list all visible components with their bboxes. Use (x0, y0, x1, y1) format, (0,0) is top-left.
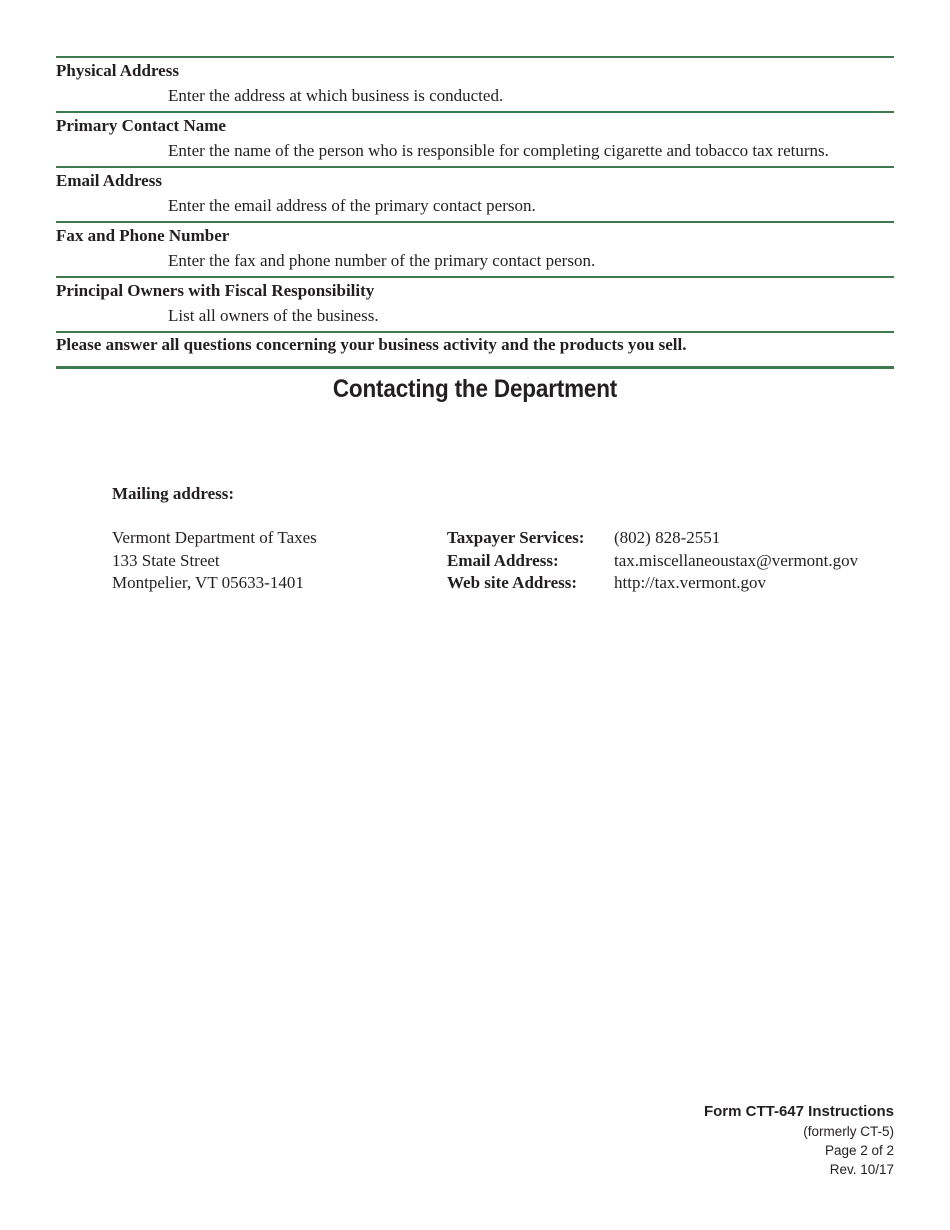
contact-website-link[interactable]: http://tax.vermont.gov (614, 573, 767, 592)
field-label: Fax and Phone Number (56, 226, 230, 245)
contact-email-link[interactable]: tax.miscellaneoustax@vermont.gov (614, 550, 859, 570)
field-label: Physical Address (56, 61, 179, 80)
contact-key: Email Address: (447, 550, 559, 570)
page-number: Page 2 of 2 (824, 1143, 894, 1158)
business-activity-notice: Please answer all questions concerning your business activity and the products you sell. (56, 331, 894, 369)
field-label: Principal Owners with Fiscal Responsibility (56, 281, 375, 300)
mailing-address-label: Mailing address: (112, 484, 235, 503)
contact-key: Web site Address: (447, 573, 578, 592)
contact-key: Taxpayer Services: (447, 528, 585, 547)
field-description: Enter the email address of the primary contact person. (168, 196, 536, 215)
contact-row-website (447, 572, 858, 595)
form-title: Form CTT-647 Instructions (703, 1103, 894, 1120)
field-label: Primary Contact Name (56, 116, 226, 135)
contact-row-email (447, 550, 858, 573)
address-line: 133 State Street (112, 550, 220, 570)
instructions-page (56, 56, 894, 592)
address-line: Vermont Department of Taxes (112, 528, 317, 547)
form-footer (704, 1102, 894, 1179)
field-description: List all owners of the business. (168, 306, 379, 325)
field-principal-owners (56, 276, 894, 331)
revision-date: Rev. 10/17 (829, 1162, 894, 1177)
field-primary-contact-name (56, 111, 894, 166)
field-description: Enter the address at which business is conducted. (168, 86, 504, 105)
contact-value: (802) 828-2551 (614, 528, 721, 547)
field-physical-address (56, 56, 894, 111)
formerly-note: (formerly CT-5) (803, 1124, 894, 1139)
field-email-address (56, 166, 894, 221)
field-description: Enter the name of the person who is responsible for completing cigarette and tobacco tax returns. (168, 141, 829, 160)
field-label: Email Address (56, 171, 162, 190)
contact-row-taxpayer-services (447, 527, 858, 550)
contact-info (447, 527, 858, 595)
address-line: Montpelier, VT 05633-1401 (112, 573, 304, 592)
section-title: Contacting the Department (332, 375, 618, 403)
mailing-address (112, 527, 317, 595)
field-description: Enter the fax and phone number of the primary contact person. (168, 251, 596, 270)
field-fax-phone (56, 221, 894, 276)
